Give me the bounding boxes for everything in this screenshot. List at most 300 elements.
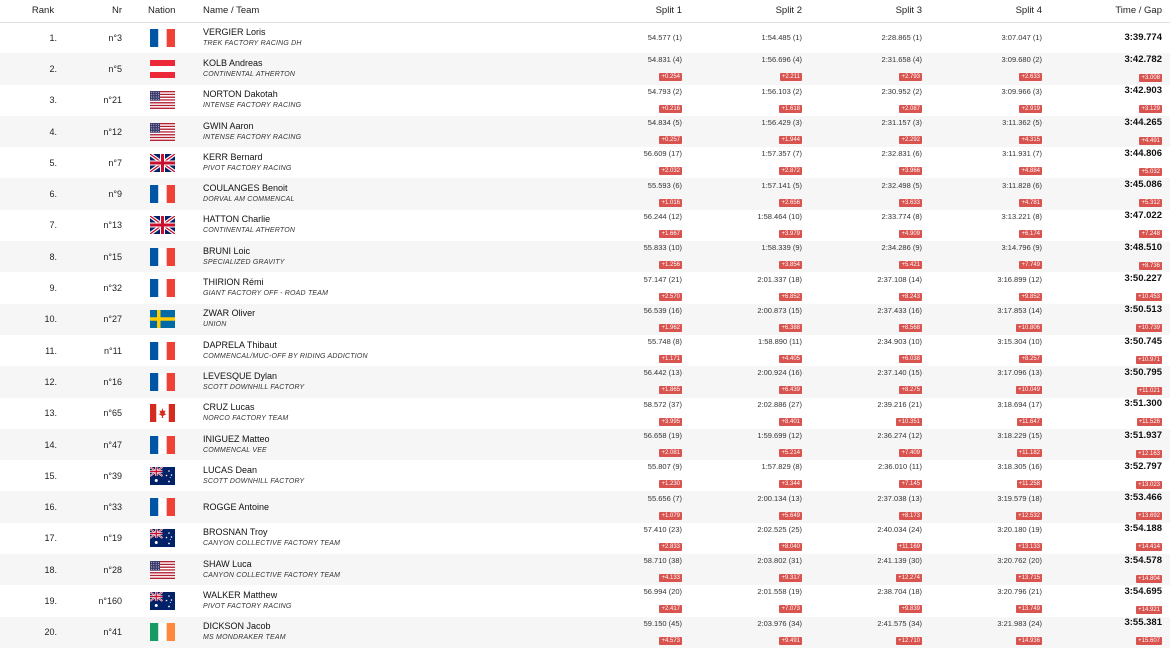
split-1-time: 54.834 (5) <box>647 118 682 128</box>
france-flag-icon <box>150 342 175 360</box>
split-1-time: 55.593 (6) <box>647 180 682 190</box>
split-1-gap-badge: +2.417 <box>661 606 680 613</box>
split-1-cell <box>570 335 690 366</box>
time-gap-cell <box>1050 116 1170 147</box>
result-row[interactable] <box>0 523 1170 554</box>
split-2-time: 1:57.357 (7) <box>761 149 802 159</box>
split-4-gap-badge: +6.174 <box>1021 230 1040 237</box>
split-2-cell <box>690 554 810 585</box>
split-2-gap-badge: +6.852 <box>781 293 800 300</box>
rank-cell: 8. <box>49 251 57 262</box>
header-nr[interactable]: Nr <box>70 0 140 22</box>
rider-name[interactable]: INIGUEZ Matteo <box>203 433 270 444</box>
split-2-time: 2:00.134 (13) <box>757 493 802 503</box>
sweden-flag-icon <box>150 310 175 328</box>
name-team-cell <box>200 366 570 397</box>
split-1-cell <box>570 429 690 460</box>
final-time: 3:54.578 <box>1124 554 1162 566</box>
name-team-cell <box>200 335 570 366</box>
rider-name[interactable]: THIRION Rémi <box>203 277 264 288</box>
final-gap-badge: +11.526 <box>1138 419 1160 426</box>
split-2-time: 1:56.429 (3) <box>761 118 802 128</box>
result-row[interactable] <box>0 585 1170 616</box>
split-4-time: 3:15.304 (10) <box>997 337 1042 347</box>
result-row[interactable] <box>0 22 1170 53</box>
split-3-cell <box>810 523 930 554</box>
split-2-gap-badge: +6.388 <box>781 324 800 331</box>
split-4-gap-badge: +11.258 <box>1018 481 1040 488</box>
result-row[interactable] <box>0 366 1170 397</box>
split-1-cell <box>570 22 690 53</box>
split-2-gap-badge: +1.944 <box>781 137 800 144</box>
final-gap-badge: +8.736 <box>1141 262 1160 269</box>
time-gap-cell <box>1050 460 1170 491</box>
result-row[interactable] <box>0 304 1170 335</box>
split-1-cell <box>570 85 690 116</box>
split-4-gap-badge: +2.919 <box>1021 105 1040 112</box>
split-1-cell <box>570 178 690 209</box>
header-split-2[interactable]: Split 2 <box>690 0 810 22</box>
rank-cell: 2. <box>49 63 57 74</box>
nation-cell <box>140 53 200 84</box>
rider-name[interactable]: ROGGE Antoine <box>203 501 270 512</box>
split-4-time: 3:19.579 (18) <box>997 493 1042 503</box>
team-name: CONTINENTAL ATHERTON <box>203 227 296 235</box>
split-4-time: 3:20.796 (21) <box>997 587 1042 597</box>
split-3-cell <box>810 22 930 53</box>
split-1-time: 59.150 (45) <box>643 618 682 628</box>
result-row[interactable] <box>0 116 1170 147</box>
rider-name[interactable]: CRUZ Lucas <box>203 402 255 413</box>
time-gap-cell <box>1050 178 1170 209</box>
usa-flag-icon <box>150 123 175 141</box>
split-3-time: 2:37.140 (15) <box>877 368 922 378</box>
split-3-gap-badge: +3.966 <box>901 168 920 175</box>
final-time: 3:52.797 <box>1124 460 1162 472</box>
split-3-time: 2:34.903 (10) <box>877 337 922 347</box>
split-3-cell <box>810 460 930 491</box>
bib-number-cell: n°33 <box>103 502 122 513</box>
time-gap-cell <box>1050 617 1170 648</box>
split-1-time: 54.793 (2) <box>647 86 682 96</box>
result-row[interactable] <box>0 178 1170 209</box>
split-2-cell <box>690 585 810 616</box>
split-4-gap-badge: +11.647 <box>1018 418 1040 425</box>
split-4-gap-badge: +8.257 <box>1021 356 1040 363</box>
canada-flag-icon <box>150 404 175 422</box>
split-1-time: 56.442 (13) <box>643 368 682 378</box>
france-flag-icon <box>150 373 175 391</box>
split-4-cell <box>930 585 1050 616</box>
name-team-cell <box>200 22 570 53</box>
rider-name[interactable]: KERR Bernard <box>203 151 263 162</box>
split-1-time: 56.658 (19) <box>643 431 682 440</box>
split-2-cell <box>690 241 810 272</box>
split-2-cell <box>690 210 810 241</box>
split-2-time: 2:02.886 (27) <box>757 399 802 409</box>
split-3-time: 2:41.139 (30) <box>877 556 922 566</box>
split-3-cell <box>810 178 930 209</box>
nation-cell <box>140 85 200 116</box>
split-4-cell <box>930 335 1050 366</box>
split-2-cell <box>690 22 810 53</box>
nation-cell <box>140 617 200 648</box>
team-name: PIVOT FACTORY RACING <box>203 602 292 610</box>
rider-name[interactable]: BRUNI Loic <box>203 245 251 256</box>
split-1-time: 56.609 (17) <box>643 149 682 159</box>
split-2-gap-badge: +5.214 <box>781 450 800 456</box>
split-4-cell <box>930 272 1050 303</box>
split-4-time: 3:18.305 (16) <box>997 462 1042 472</box>
split-1-cell <box>570 210 690 241</box>
split-3-cell <box>810 617 930 648</box>
split-3-cell <box>810 241 930 272</box>
split-1-gap-badge: +4.133 <box>661 575 680 582</box>
bib-number-cell: n°28 <box>103 564 122 575</box>
rank-cell: 19. <box>44 595 57 606</box>
rider-name[interactable]: VERGIER Loris <box>203 26 266 37</box>
split-3-time: 2:37.038 (13) <box>877 493 922 503</box>
split-4-gap-badge: +4.884 <box>1021 168 1040 175</box>
split-3-time: 2:31.157 (3) <box>881 118 922 128</box>
final-time: 3:51.937 <box>1124 429 1162 441</box>
split-4-time: 3:09.966 (3) <box>1001 86 1042 96</box>
split-4-gap-badge: +4.781 <box>1021 199 1040 206</box>
rank-cell: 12. <box>44 376 57 387</box>
split-4-gap-badge: +9.852 <box>1021 293 1040 300</box>
split-1-gap-badge: +2.570 <box>661 293 680 300</box>
split-1-gap-badge: +1.962 <box>661 324 680 331</box>
split-1-cell <box>570 460 690 491</box>
result-row[interactable] <box>0 460 1170 491</box>
split-2-time: 1:57.829 (8) <box>761 462 802 472</box>
rider-name[interactable]: LEVESQUE Dylan <box>203 370 278 381</box>
result-row[interactable] <box>0 491 1170 522</box>
result-row[interactable] <box>0 617 1170 648</box>
rider-name[interactable]: BROSNAN Troy <box>203 527 268 538</box>
split-2-time: 1:58.890 (11) <box>757 337 802 347</box>
split-1-cell <box>570 398 690 429</box>
split-3-gap-badge: +12.710 <box>898 637 920 644</box>
time-gap-cell <box>1050 85 1170 116</box>
nation-cell <box>140 272 200 303</box>
header-split-1[interactable]: Split 1 <box>570 0 690 22</box>
result-row[interactable] <box>0 272 1170 303</box>
split-2-time: 1:58.339 (9) <box>761 243 802 253</box>
header-split-4[interactable]: Split 4 <box>930 0 1050 22</box>
split-3-gap-badge: +2.793 <box>901 74 920 81</box>
split-2-cell <box>690 429 810 460</box>
team-name: COMMENCAL VEE <box>203 446 267 454</box>
split-4-cell <box>930 210 1050 241</box>
final-time: 3:44.806 <box>1124 147 1162 159</box>
final-time: 3:54.695 <box>1124 585 1162 597</box>
split-4-time: 3:17.853 (14) <box>997 305 1042 315</box>
split-2-cell <box>690 335 810 366</box>
rider-name[interactable]: DAPRELA Thibaut <box>203 339 277 350</box>
split-3-time: 2:36.010 (11) <box>877 462 922 472</box>
team-name: MS MONDRAKER TEAM <box>203 634 286 642</box>
split-3-gap-badge: +7.145 <box>901 481 920 488</box>
split-4-cell <box>930 22 1050 53</box>
split-4-time: 3:18.694 (17) <box>997 399 1042 409</box>
split-2-time: 2:00.873 (15) <box>757 305 802 315</box>
split-2-gap-badge: +2.656 <box>781 199 800 206</box>
split-2-cell <box>690 304 810 335</box>
team-name: CONTINENTAL ATHERTON <box>203 70 296 78</box>
split-3-time: 2:38.704 (18) <box>877 587 922 597</box>
split-3-cell <box>810 147 930 178</box>
split-2-gap-badge: +3.344 <box>781 481 800 488</box>
result-row[interactable] <box>0 147 1170 178</box>
nation-cell <box>140 429 200 460</box>
split-4-cell <box>930 147 1050 178</box>
final-gap-badge: +3.008 <box>1141 74 1160 81</box>
rider-name[interactable]: DICKSON Jacob <box>203 621 271 632</box>
rank-cell: 15. <box>44 470 57 481</box>
final-time: 3:54.188 <box>1124 523 1162 535</box>
split-3-time: 2:39.216 (21) <box>877 399 922 409</box>
split-3-cell <box>810 585 930 616</box>
split-2-time: 2:01.337 (18) <box>757 274 802 284</box>
france-flag-icon <box>150 248 175 266</box>
split-2-time: 2:03.802 (31) <box>757 556 802 566</box>
split-1-gap-badge: +2.833 <box>661 543 680 550</box>
rider-name[interactable]: SHAW Luca <box>203 558 252 569</box>
split-2-cell <box>690 617 810 648</box>
result-row[interactable] <box>0 241 1170 272</box>
header-rank[interactable]: Rank <box>0 0 70 22</box>
split-3-cell <box>810 335 930 366</box>
split-2-gap-badge: +7.073 <box>781 606 800 613</box>
split-3-time: 2:30.952 (2) <box>881 86 922 96</box>
split-3-time: 2:36.274 (12) <box>877 431 922 440</box>
rank-cell: 5. <box>49 157 57 168</box>
team-name: COMMENCAL/MUC-OFF BY RIDING ADDICTION <box>203 352 368 360</box>
split-2-gap-badge: +3.979 <box>781 230 800 237</box>
time-gap-cell <box>1050 366 1170 397</box>
split-2-cell <box>690 147 810 178</box>
bib-number-cell: n°39 <box>103 470 122 481</box>
name-team-cell <box>200 398 570 429</box>
rank-cell: 14. <box>44 439 57 450</box>
split-2-cell <box>690 272 810 303</box>
bib-number-cell: n°12 <box>103 126 122 137</box>
rider-name[interactable]: KOLB Andreas <box>203 57 263 68</box>
rank-cell: 16. <box>44 502 57 513</box>
split-4-time: 3:20.180 (19) <box>997 524 1042 534</box>
split-2-cell <box>690 53 810 84</box>
results-body <box>0 22 1170 648</box>
split-3-gap-badge: +3.633 <box>901 199 920 206</box>
split-2-time: 2:03.976 (34) <box>757 618 802 628</box>
rank-cell: 20. <box>44 627 57 638</box>
result-row[interactable] <box>0 53 1170 84</box>
result-row[interactable] <box>0 335 1170 366</box>
france-flag-icon <box>150 185 175 203</box>
result-row[interactable] <box>0 210 1170 241</box>
split-1-gap-badge: +1.079 <box>661 512 680 519</box>
rider-name[interactable]: WALKER Matthew <box>203 589 278 600</box>
result-row[interactable] <box>0 85 1170 116</box>
split-4-cell <box>930 429 1050 460</box>
split-3-cell <box>810 491 930 522</box>
split-1-gap-badge: +0.216 <box>661 105 680 112</box>
split-2-gap-badge: +1.618 <box>781 105 800 112</box>
result-row[interactable] <box>0 554 1170 585</box>
split-2-time: 1:56.103 (2) <box>761 86 802 96</box>
split-1-gap-badge: +0.254 <box>661 74 680 81</box>
split-2-gap-badge: +3.854 <box>781 262 800 269</box>
split-4-gap-badge: +11.182 <box>1018 450 1040 456</box>
rider-name[interactable]: GWIN Aaron <box>203 120 254 131</box>
bib-number-cell: n°47 <box>103 439 122 450</box>
split-4-cell <box>930 304 1050 335</box>
name-team-cell <box>200 585 570 616</box>
nation-cell <box>140 241 200 272</box>
split-1-cell <box>570 272 690 303</box>
split-2-cell <box>690 460 810 491</box>
split-1-cell <box>570 617 690 648</box>
header-nation[interactable]: Nation <box>140 0 200 22</box>
split-1-time: 58.572 (37) <box>643 399 682 409</box>
header-name-team[interactable]: Name / Team <box>200 0 570 22</box>
split-1-gap-badge: +3.995 <box>661 418 680 425</box>
split-3-gap-badge: +8.275 <box>901 387 920 394</box>
time-gap-cell <box>1050 335 1170 366</box>
split-1-gap-badge: +1.171 <box>661 356 680 363</box>
split-3-gap-badge: +7.409 <box>901 450 920 456</box>
rider-name[interactable]: COULANGES Benoit <box>203 183 288 194</box>
bib-number-cell: n°9 <box>108 189 122 200</box>
split-3-gap-badge: +8.568 <box>901 324 920 331</box>
name-team-cell <box>200 272 570 303</box>
bib-number-cell: n°41 <box>103 627 122 638</box>
split-3-gap-badge: +6.038 <box>901 356 920 363</box>
team-name: DORVAL AM COMMENCAL <box>203 196 295 204</box>
split-1-gap-badge: +0.257 <box>661 137 680 144</box>
split-1-cell <box>570 241 690 272</box>
split-2-cell <box>690 398 810 429</box>
name-team-cell <box>200 116 570 147</box>
name-team-cell <box>200 53 570 84</box>
header-time-gap[interactable]: Time / Gap <box>1050 0 1170 22</box>
bib-number-cell: n°7 <box>108 157 122 168</box>
split-3-gap-badge: +4.909 <box>901 230 920 237</box>
header-split-3[interactable]: Split 3 <box>810 0 930 22</box>
split-1-cell <box>570 554 690 585</box>
nation-cell <box>140 366 200 397</box>
result-row[interactable] <box>0 429 1170 460</box>
split-2-cell <box>690 178 810 209</box>
bib-number-cell: n°15 <box>103 251 122 262</box>
rider-name[interactable]: LUCAS Dean <box>203 464 258 475</box>
split-3-cell <box>810 210 930 241</box>
split-2-gap-badge: +5.649 <box>781 512 800 519</box>
final-gap-badge: +5.312 <box>1141 200 1160 207</box>
rank-cell: 17. <box>44 533 57 544</box>
split-3-time: 2:41.575 (34) <box>877 618 922 628</box>
final-gap-badge: +14.921 <box>1138 606 1160 613</box>
split-2-time: 1:54.485 (1) <box>761 33 802 43</box>
split-3-cell <box>810 85 930 116</box>
france-flag-icon <box>150 29 175 47</box>
split-3-gap-badge: +2.087 <box>901 105 920 112</box>
final-time: 3:50.795 <box>1124 366 1162 378</box>
ireland-flag-icon <box>150 623 175 641</box>
rank-cell: 3. <box>49 95 57 106</box>
bib-number-cell: n°65 <box>103 408 122 419</box>
final-gap-badge: +13.692 <box>1138 513 1160 520</box>
split-2-gap-badge: +8.040 <box>781 543 800 550</box>
rider-name[interactable]: ZWAR Oliver <box>203 308 256 319</box>
nation-cell <box>140 116 200 147</box>
split-4-time: 3:07.047 (1) <box>1001 33 1042 43</box>
split-1-cell <box>570 366 690 397</box>
name-team-cell <box>200 85 570 116</box>
split-2-cell <box>690 85 810 116</box>
team-name: INTENSE FACTORY RACING <box>203 102 302 110</box>
split-1-time: 56.994 (20) <box>643 587 682 597</box>
bib-number-cell: n°13 <box>103 220 122 231</box>
time-gap-cell <box>1050 304 1170 335</box>
france-flag-icon <box>150 498 175 516</box>
split-3-gap-badge: +2.292 <box>901 137 920 144</box>
split-3-cell <box>810 554 930 585</box>
split-4-gap-badge: +13.715 <box>1018 575 1040 582</box>
final-gap-badge: +10.453 <box>1138 294 1160 301</box>
usa-flag-icon <box>150 561 175 579</box>
team-name: SCOTT DOWNHILL FACTORY <box>203 477 305 485</box>
split-2-time: 2:00.924 (16) <box>757 368 802 378</box>
result-row[interactable] <box>0 398 1170 429</box>
split-1-cell <box>570 116 690 147</box>
split-3-cell <box>810 429 930 460</box>
split-4-gap-badge: +14.936 <box>1018 637 1040 644</box>
split-2-gap-badge: +8.401 <box>781 418 800 425</box>
final-time: 3:47.022 <box>1124 210 1162 222</box>
split-4-time: 3:14.796 (9) <box>1001 243 1042 253</box>
split-2-gap-badge: +2.211 <box>781 74 800 81</box>
split-2-gap-badge: +6.439 <box>781 387 800 394</box>
split-3-cell <box>810 272 930 303</box>
split-4-gap-badge: +12.532 <box>1018 512 1040 519</box>
split-4-time: 3:21.983 (24) <box>997 618 1042 628</box>
results-header <box>0 0 1170 22</box>
split-1-time: 55.656 (7) <box>647 493 682 503</box>
rider-name[interactable]: HATTON Charlie <box>203 214 271 225</box>
split-1-time: 57.410 (23) <box>643 524 682 534</box>
bib-number-cell: n°160 <box>98 595 122 606</box>
split-3-gap-badge: +11.169 <box>898 543 920 550</box>
split-2-cell <box>690 491 810 522</box>
final-gap-badge: +5.032 <box>1141 168 1160 175</box>
split-1-time: 57.147 (21) <box>643 274 682 284</box>
name-team-cell <box>200 491 570 522</box>
final-time: 3:42.782 <box>1124 53 1162 65</box>
nation-cell <box>140 304 200 335</box>
australia-flag-icon <box>150 467 175 485</box>
name-team-cell <box>200 304 570 335</box>
time-gap-cell <box>1050 210 1170 241</box>
split-1-time: 55.748 (8) <box>647 337 682 347</box>
split-1-gap-badge: +2.032 <box>661 168 680 175</box>
split-4-gap-badge: +4.315 <box>1021 137 1040 144</box>
team-name: SPECIALIZED GRAVITY <box>203 258 285 266</box>
nation-cell <box>140 554 200 585</box>
rider-name[interactable]: NORTON Dakotah <box>203 89 278 100</box>
split-3-cell <box>810 53 930 84</box>
